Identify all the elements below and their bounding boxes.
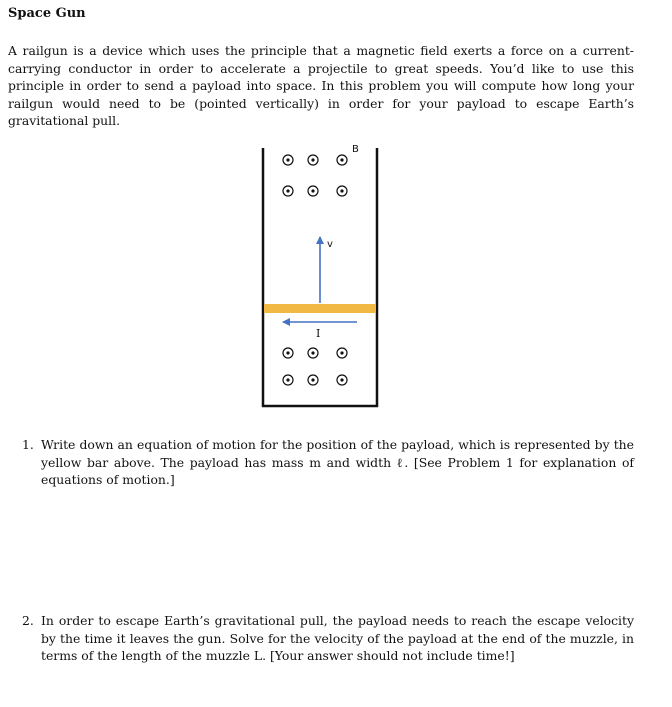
- question-number: 2.: [22, 613, 34, 628]
- field-out-icon: [337, 348, 347, 358]
- field-out-icon: [283, 186, 293, 196]
- field-out-icon: [283, 155, 293, 165]
- field-out-icon: [308, 348, 318, 358]
- field-out-icon: [308, 186, 318, 196]
- field-out-icon: [337, 375, 347, 385]
- field-label: B: [352, 144, 359, 155]
- question-2: [22, 612, 634, 665]
- field-dots-top: [283, 155, 347, 196]
- page-title: Space Gun: [8, 6, 86, 21]
- field-out-icon: [308, 155, 318, 165]
- field-out-icon: [283, 348, 293, 358]
- question-1: [22, 436, 634, 489]
- velocity-label: v: [327, 239, 333, 250]
- question-text: Write down an equation of motion for the position of the payload, which is represented by the yellow bar above. The payload has mass m and width ℓ. [See Problem 1 for explanation of equations of motion.]: [41, 437, 634, 487]
- field-dots-bottom: [283, 348, 347, 385]
- intro-paragraph: A railgun is a device which uses the principle that a magnetic field exerts a force on a current-carrying conductor in order to accelerate a projectile to great speeds. You’d like to use this principle in order to send a payload into space. In this problem you will compute how long your railgun would need to be (pointed vertically) in order for your payload to escape Earth’s gravitational pull.: [8, 43, 634, 128]
- field-out-icon: [283, 375, 293, 385]
- field-out-icon: [337, 186, 347, 196]
- current-label: I: [316, 327, 321, 340]
- field-out-icon: [337, 155, 347, 165]
- payload-bar: [264, 304, 376, 313]
- question-number: 1.: [22, 437, 34, 452]
- question-text: In order to escape Earth’s gravitational pull, the payload needs to reach the escape velocity by the time it leaves the gun. Solve for the velocity of the payload at the end of the muzzle, in terms of the length of the muzzle L. [Your answer should not include time!]: [41, 613, 634, 663]
- field-out-icon: [308, 375, 318, 385]
